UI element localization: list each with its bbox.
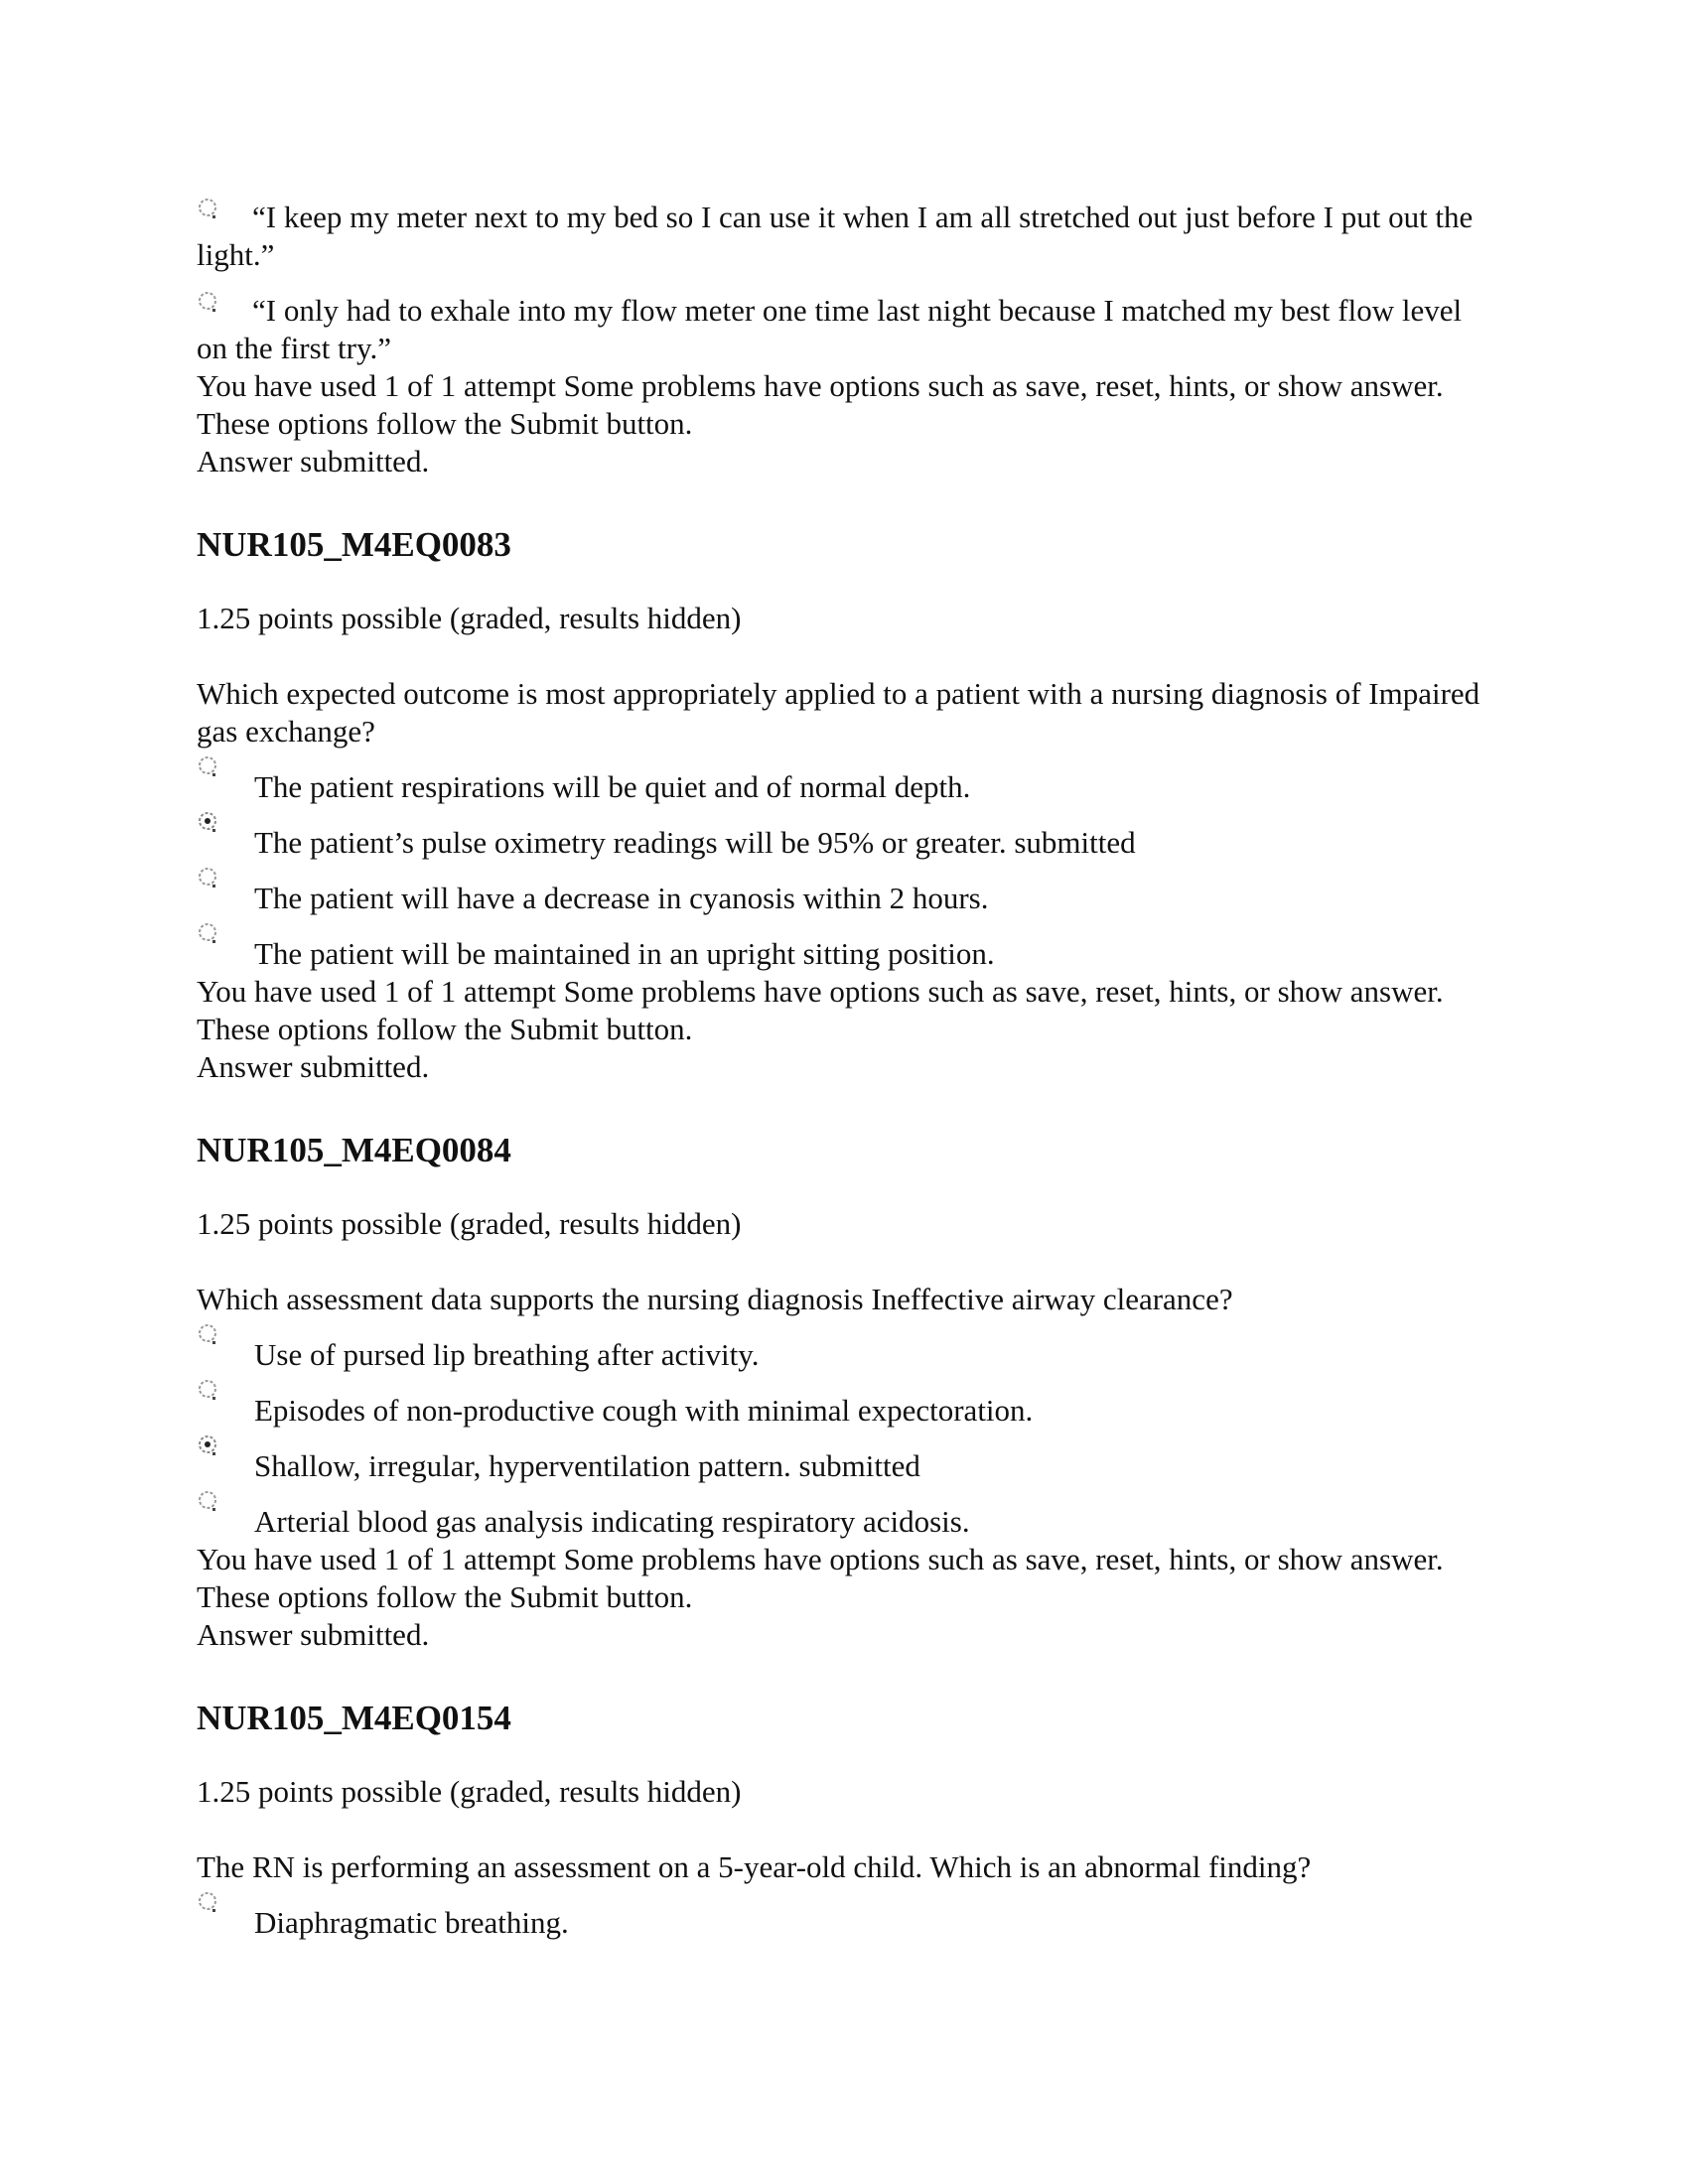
answer-option[interactable] bbox=[197, 1336, 1487, 1374]
option-label: Episodes of non-productive cough with minimal expectoration. bbox=[254, 1393, 1034, 1428]
option-label: “I keep my meter next to my bed so I can use it when I am all stretched out just before I put out the light.” bbox=[197, 200, 1474, 272]
option-label: Shallow, irregular, hyperventilation pattern. submitted bbox=[254, 1448, 920, 1483]
answer-option-selected[interactable] bbox=[197, 824, 1487, 862]
question-prompt: Which assessment data supports the nursing diagnosis Ineffective airway clearance? bbox=[197, 1282, 1233, 1316]
attempt-status: You have used 1 of 1 attempt Some problems have options such as save, reset, hints, or show answer. These options follow the Submit button. bbox=[197, 368, 1444, 441]
radio-selected-icon[interactable] bbox=[197, 1433, 222, 1459]
answer-option[interactable] bbox=[197, 1392, 1487, 1430]
question-prompt: The RN is performing an assessment on a 5-year-old child. Which is an abnormal finding? bbox=[197, 1849, 1312, 1884]
option-label: “I only had to exhale into my flow meter one time last night because I matched my best flow level on the first try.” bbox=[197, 293, 1463, 365]
attempt-status: You have used 1 of 1 attempt Some problems have options such as save, reset, hints, or show answer. These options follow the Submit button. bbox=[197, 974, 1444, 1046]
answer-submitted-notice: Answer submitted. bbox=[197, 444, 430, 478]
option-label: Diaphragmatic breathing. bbox=[254, 1905, 569, 1940]
option-label: The patient respirations will be quiet and of normal depth. bbox=[254, 769, 971, 804]
options-list bbox=[197, 768, 1487, 973]
answer-option-selected[interactable] bbox=[197, 1447, 1487, 1485]
option-label: The patient will be maintained in an upright sitting position. bbox=[254, 936, 995, 971]
options-list bbox=[197, 1336, 1487, 1541]
attempt-status: You have used 1 of 1 attempt Some problems have options such as save, reset, hints, or show answer. These options follow the Submit button. bbox=[197, 1542, 1444, 1614]
question-id-heading: NUR105_M4EQ0084 bbox=[197, 1131, 511, 1169]
radio-unselected-icon[interactable] bbox=[197, 1322, 222, 1348]
answer-option[interactable] bbox=[197, 292, 1487, 367]
radio-unselected-icon[interactable] bbox=[197, 1489, 222, 1515]
question-block bbox=[197, 1130, 1487, 1654]
option-label: Use of pursed lip breathing after activity. bbox=[254, 1337, 760, 1372]
question-prompt: Which expected outcome is most appropriately applied to a patient with a nursing diagnosis of Impaired gas exchange? bbox=[197, 676, 1480, 749]
radio-unselected-icon[interactable] bbox=[197, 290, 222, 316]
radio-unselected-icon[interactable] bbox=[197, 754, 222, 780]
answer-option[interactable] bbox=[197, 880, 1487, 917]
points-possible: 1.25 points possible (graded, results hidden) bbox=[197, 1774, 742, 1809]
question-block bbox=[197, 524, 1487, 1086]
quiz-page bbox=[197, 199, 1487, 1942]
radio-selected-icon[interactable] bbox=[197, 810, 222, 836]
option-label: The patient’s pulse oximetry readings will be 95% or greater. submitted bbox=[254, 825, 1136, 860]
options-list bbox=[197, 1904, 1487, 1942]
question-id-heading: NUR105_M4EQ0083 bbox=[197, 525, 511, 564]
answer-option[interactable] bbox=[197, 1904, 1487, 1942]
answer-option[interactable] bbox=[197, 199, 1487, 274]
answer-submitted-notice: Answer submitted. bbox=[197, 1049, 430, 1084]
answer-option[interactable] bbox=[197, 1503, 1487, 1541]
radio-unselected-icon[interactable] bbox=[197, 1890, 222, 1916]
radio-unselected-icon[interactable] bbox=[197, 866, 222, 891]
option-label: Arterial blood gas analysis indicating respiratory acidosis. bbox=[254, 1504, 970, 1539]
question-id-heading: NUR105_M4EQ0154 bbox=[197, 1699, 511, 1737]
radio-unselected-icon[interactable] bbox=[197, 1378, 222, 1404]
radio-unselected-icon[interactable] bbox=[197, 197, 222, 222]
points-possible: 1.25 points possible (graded, results hidden) bbox=[197, 601, 742, 635]
answer-option[interactable] bbox=[197, 768, 1487, 806]
option-label: The patient will have a decrease in cyanosis within 2 hours. bbox=[254, 881, 989, 915]
question-block bbox=[197, 1698, 1487, 1942]
leading-options bbox=[197, 199, 1487, 480]
answer-option[interactable] bbox=[197, 935, 1487, 973]
points-possible: 1.25 points possible (graded, results hidden) bbox=[197, 1206, 742, 1241]
answer-submitted-notice: Answer submitted. bbox=[197, 1617, 430, 1652]
radio-unselected-icon[interactable] bbox=[197, 921, 222, 947]
